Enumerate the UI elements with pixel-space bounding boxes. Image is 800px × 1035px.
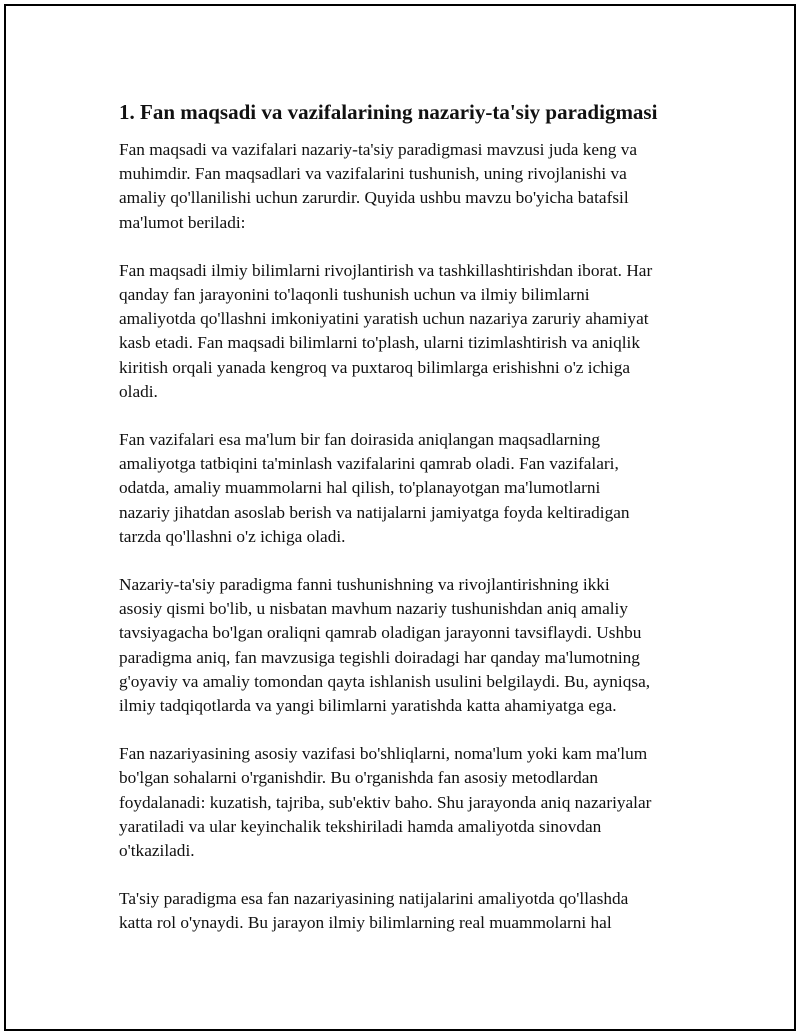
paragraph-2: Fan maqsadi ilmiy bilimlarni rivojlantirish va tashkillashtirishdan iborat. Har qanday fan jarayonini to'laqonli tushunish uchun va ilmiy bilimlarni amaliyotda qo'llashni imkoniyatini yaratish uchun nazariya zaruriy ahamiyat kasb etadi. Fan maqsadi bilimlarni to'plash, ularni tizimlashtirish va aniqlik kiritish orqali yanada kengroq va puxtaroq bilimlarga erishishni o'z ichiga oladi. [119,260,653,401]
document-title: 1. Fan maqsadi va vazifalarining nazariy-ta'siy paradigmasi [119,100,658,124]
page-frame [4,4,796,1031]
paragraph-1: Fan maqsadi va vazifalari nazariy-ta'siy paradigmasi mavzusi juda keng va muhimdir. Fan maqsadlari va vazifalarini tushunish, uning rivojlanishi va amaliy qo'llanilishi uchun zarurdir. Quyida ushbu mavzu bo'yicha batafsil ma'lumot beriladi: [119,140,637,232]
document-body [119,98,699,960]
paragraph-6: Ta'siy paradigma esa fan nazariyasining natijalarini amaliyotda qo'llashda katta rol o'ynaydi. Bu jarayon ilmiy bilimlarning real muammolarni hal [119,889,629,933]
paragraph-4: Nazariy-ta'siy paradigma fanni tushunishning va rivojlantirishning ikki asosiy qismi bo'lib, u nisbatan mavhum nazariy tushunishdan aniq amaliy tavsiyagacha bo'lgan oraliqni qamrab oladigan jarayonni tavsiflaydi. Ushbu paradigma aniq, fan mavzusiga tegishli doiradagi har qanday ma'lumotning g'oyaviy va amaliy tomondan qayta ishlanish usulini belgilaydi. Bu, ayniqsa, ilmiy tadqiqotlarda va yangi bilimlarni yaratishda katta ahamiyatga ega. [119,575,651,716]
paragraph-5: Fan nazariyasining asosiy vazifasi bo'shliqlarni, noma'lum yoki kam ma'lum bo'lgan sohalarni o'rganishdir. Bu o'rganishda fan asosiy metodlardan foydalanadi: kuzatish, tajriba, sub'ektiv baho. Shu jarayonda aniq nazariyalar yaratiladi va ular keyinchalik tekshiriladi hamda amaliyotda sinovdan o'tkaziladi. [119,744,652,861]
paragraph-3: Fan vazifalari esa ma'lum bir fan doirasida aniqlangan maqsadlarning amaliyotga tatbiqini ta'minlash vazifalarini qamrab oladi. Fan vazifalari, odatda, amaliy muammolarni hal qilish, to'planayotgan ma'lumotlarni nazariy jihatdan asoslab berish va natijalarni jamiyatga foyda keltiradigan tarzda qo'llashni o'z ichiga oladi. [119,430,630,546]
